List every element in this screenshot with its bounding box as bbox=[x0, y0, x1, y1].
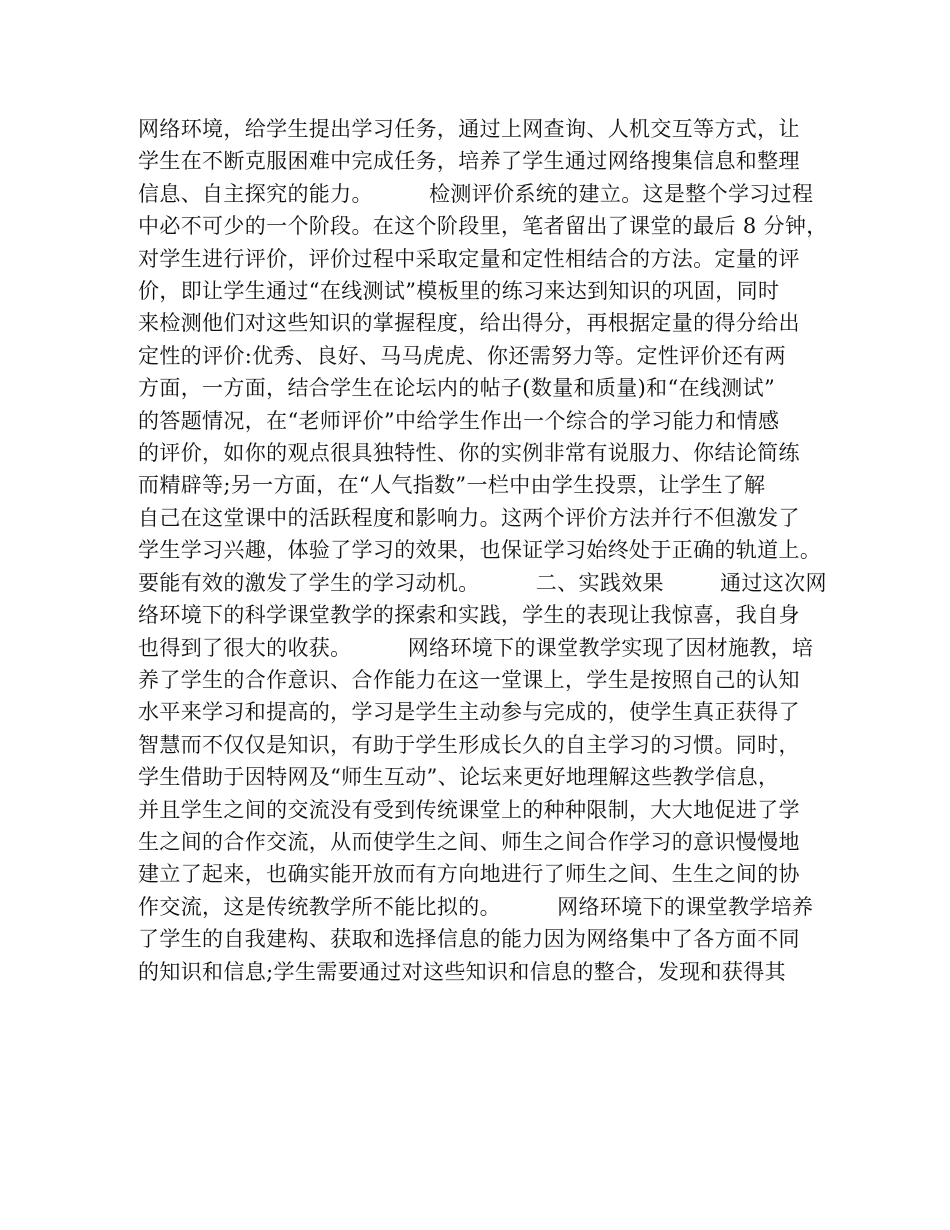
text-line: 作交流，这是传统教学所不能比拟的。 网络环境下的课堂教学培养 bbox=[138, 894, 814, 919]
text-line: 络环境下的科学课堂教学的探索和实践，学生的表现让我惊喜，我自身 bbox=[138, 603, 800, 628]
text-line: 学生在不断克服困难中完成任务，培养了学生通过网络搜集信息和整理 bbox=[138, 149, 800, 174]
body-text bbox=[138, 113, 838, 988]
text-line: 生之间的合作交流，从而使学生之间、师生之间合作学习的意识慢慢地 bbox=[138, 829, 800, 854]
text-line: 并且学生之间的交流没有受到传统课堂上的种种限制，大大地促进了学 bbox=[138, 797, 800, 822]
text-line: 价，即让学生通过“在线测试”模板里的练习来达到知识的巩固，同时 bbox=[138, 279, 780, 304]
text-line: 的答题情况，在“老师评价”中给学生作出一个综合的学习能力和情感 bbox=[138, 408, 780, 433]
text-line: 也得到了很大的收获。 网络环境下的课堂教学实现了因材施教，培 bbox=[138, 635, 814, 660]
text-line: 信息、自主探究的能力。 检测评价系统的建立。这是整个学习过程 bbox=[138, 181, 814, 206]
text-line: 而精辟等;另一方面，在“人气指数”一栏中由学生投票，让学生了解 bbox=[138, 473, 766, 498]
text-line: 学生借助于因特网及“师生互动”、论坛来更好地理解这些教学信息， bbox=[138, 765, 780, 790]
text-line: 水平来学习和提高的，学习是学生主动参与完成的，使学生真正获得了 bbox=[138, 700, 800, 725]
text-line: 来检测他们对这些知识的掌握程度，给出得分，再根据定量的得分给出 bbox=[138, 311, 800, 336]
text-line: 的评价，如你的观点很具独特性、你的实例非常有说服力、你结论简练 bbox=[138, 441, 800, 466]
text-line: 建立了起来，也确实能开放而有方向地进行了师生之间、生生之间的协 bbox=[138, 862, 800, 887]
text-line: 中必不可少的一个阶段。在这个阶段里，笔者留出了课堂的最后 8 分钟， bbox=[138, 214, 828, 239]
text-line: 学生学习兴趣，体验了学习的效果，也保证学习始终处于正确的轨道上。 bbox=[138, 538, 822, 563]
text-line: 的知识和信息;学生需要通过对这些知识和信息的整合，发现和获得其 bbox=[138, 959, 786, 984]
text-line: 了学生的自我建构、获取和选择信息的能力因为网络集中了各方面不同 bbox=[138, 927, 800, 952]
text-line: 对学生进行评价，评价过程中采取定量和定性相结合的方法。定量的评 bbox=[138, 246, 800, 271]
text-line: 养了学生的合作意识、合作能力在这一堂课上，学生是按照自己的认知 bbox=[138, 667, 800, 692]
text-line: 要能有效的激发了学生的学习动机。 二、实践效果 通过这次网 bbox=[138, 570, 827, 595]
text-line: 方面，一方面，结合学生在论坛内的帖子(数量和质量)和“在线测试” bbox=[138, 376, 776, 401]
text-line: 智慧而不仅仅是知识，有助于学生形成长久的自主学习的习惯。同时， bbox=[138, 732, 800, 757]
text-line: 定性的评价:优秀、良好、马马虎虎、你还需努力等。定性评价还有两 bbox=[138, 343, 786, 368]
text-line: 网络环境，给学生提出学习任务，通过上网查询、人机交互等方式，让 bbox=[138, 117, 800, 141]
text-line: 自己在这堂课中的活跃程度和影响力。这两个评价方法并行不但激发了 bbox=[138, 505, 800, 530]
